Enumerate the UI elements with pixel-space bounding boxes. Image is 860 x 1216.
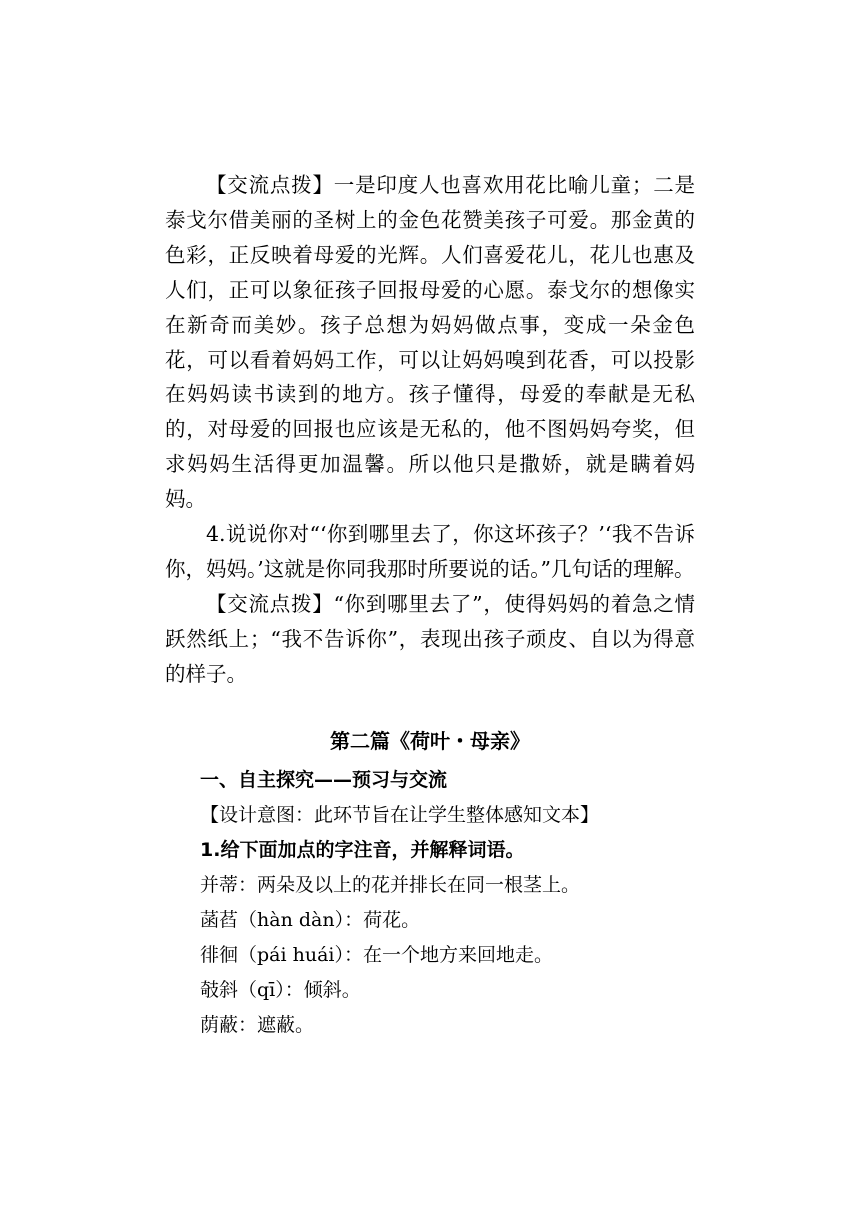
answer-section [165,168,695,692]
design-intent: 【设计意图：此环节旨在让学生整体感知文本】 [200,804,600,826]
vocab-item-yinbi: 荫蔽：遮蔽。 [200,1014,315,1036]
vocab-item-qixie: 攲斜（qī）：倾斜。 [200,979,361,1001]
answer-paragraph-1: 【交流点拨】一是印度人也喜欢用花比喻儿童；二是泰戈尔借美丽的圣树上的金色花赞美孩子可爱。那金黄的色彩，正反映着母爱的光辉。人们喜爱花儿，花儿也惠及人们，正可以象征孩子回报母爱的心愿。泰戈尔的想像实在新奇而美妙。孩子总想为妈妈做点事，变成一朵金色花，可以看着妈妈工作，可以让妈妈嗅到花香，可以投影在妈妈读书读到的地方。孩子懂得，母爱的奉献是无私的，对母爱的回报也应该是无私的，他不图妈妈夸奖，但求妈妈生活得更加温馨。所以他只是撒娇，就是瞒着妈妈。 [165,173,695,512]
chapter-title: 第二篇《荷叶・母亲》 [330,729,530,753]
section-heading: 一、自主探究——预习与交流 [200,769,448,791]
vocab-item-handan: 菡萏（hàn dàn）：荷花。 [200,909,421,931]
answer-paragraph-2: 【交流点拨】“你到哪里去了”，使得妈妈的着急之情跃然纸上；“我不告诉你”，表现出孩子顽皮、自以为得意的样子。 [165,591,695,686]
preview-section [200,763,700,1043]
exercise-question: 1.给下面加点的字注音，并解释词语。 [200,839,525,861]
vocab-item-bingdi: 并蒂：两朵及以上的花并排长在同一根茎上。 [200,874,581,896]
vocab-item-paihuai: 徘徊（pái huái）：在一个地方来回地走。 [200,944,553,966]
question-4: 4.说说你对“‘你到哪里去了，你这坏孩子？’‘我不告诉你，妈妈。’这就是你同我那时所要说的话。”几句话的理解。 [165,522,695,581]
